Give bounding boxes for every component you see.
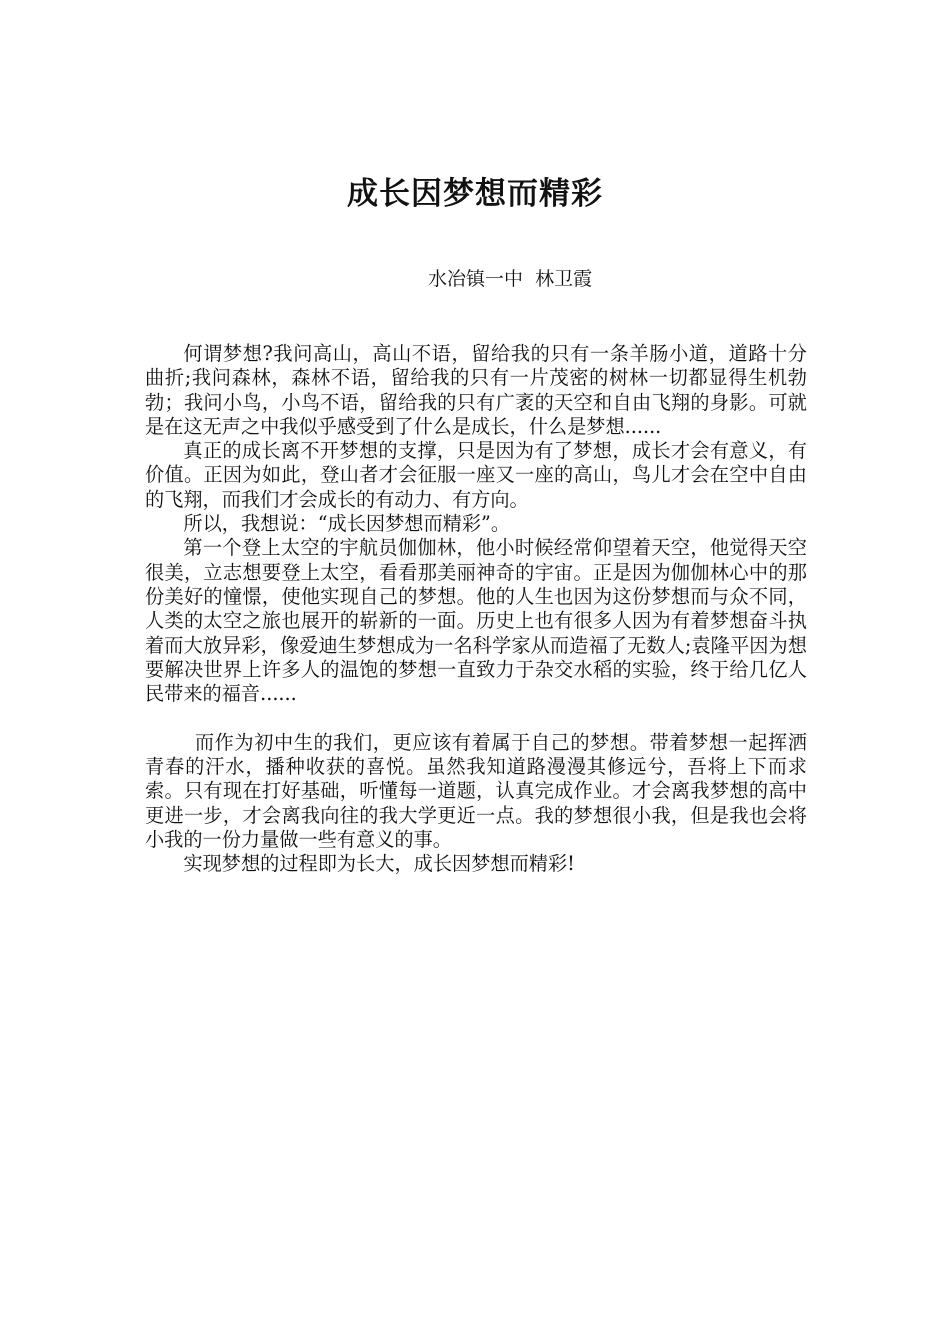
document-body [145,342,807,877]
paragraph-spacer [145,706,807,730]
paragraph-5: 而作为初中生的我们，更应该有着属于自己的梦想。带着梦想一起挥洒青春的汗水，播种收获的喜悦。虽然我知道路漫漫其修远兮，吾将上下而求索。只有现在打好基础，听懂每一道题，认真完成作业。才会离我梦想的高中更进一步，才会离我向往的我大学更近一点。我的梦想很小我，但是我也会将小我的一份力量做一些有意义的事。 [145,730,807,851]
paragraph-4: 第一个登上太空的宇航员伽伽林，他小时候经常仰望着天空，他觉得天空很美，立志想要登上太空，看看那美丽神奇的宇宙。正是因为伽伽林心中的那份美好的憧憬，使他实现自己的梦想。他的人生也因为这份梦想而与众不同，人类的太空之旅也展开的崭新的一面。历史上也有很多人因为有着梦想奋斗执着而大放异彩，像爱迪生梦想成为一名科学家从而造福了无数人;袁隆平因为想要解决世界上许多人的温饱的梦想一直致力于杂交水稻的实验，终于给几亿人民带来的福音...... [145,536,807,706]
paragraph-6: 实现梦想的过程即为长大，成长因梦想而精彩! [183,852,575,876]
paragraph-2: 真正的成长离不开梦想的支撑，只是因为有了梦想，成长才会有意义，有价值。正因为如此，登山者才会征服一座又一座的高山，鸟儿才会在空中自由的飞翔，而我们才会成长的有动力、有方向。 [145,439,807,511]
document-title: 成长因梦想而精彩 [347,176,603,212]
paragraph-1: 何谓梦想?我问高山，高山不语，留给我的只有一条羊肠小道，道路十分曲折;我问森林，森林不语，留给我的只有一片茂密的树林一切都显得生机勃勃；我问小鸟，小鸟不语，留给我的只有广袤的天空和自由飞翔的身影。可就是在这无声之中我似乎感受到了什么是成长，什么是梦想...... [145,342,807,438]
paragraph-3: 所以，我想说：“成长因梦想而精彩”。 [183,512,511,536]
author-line: 水冶镇一中 林卫霞 [428,268,593,290]
